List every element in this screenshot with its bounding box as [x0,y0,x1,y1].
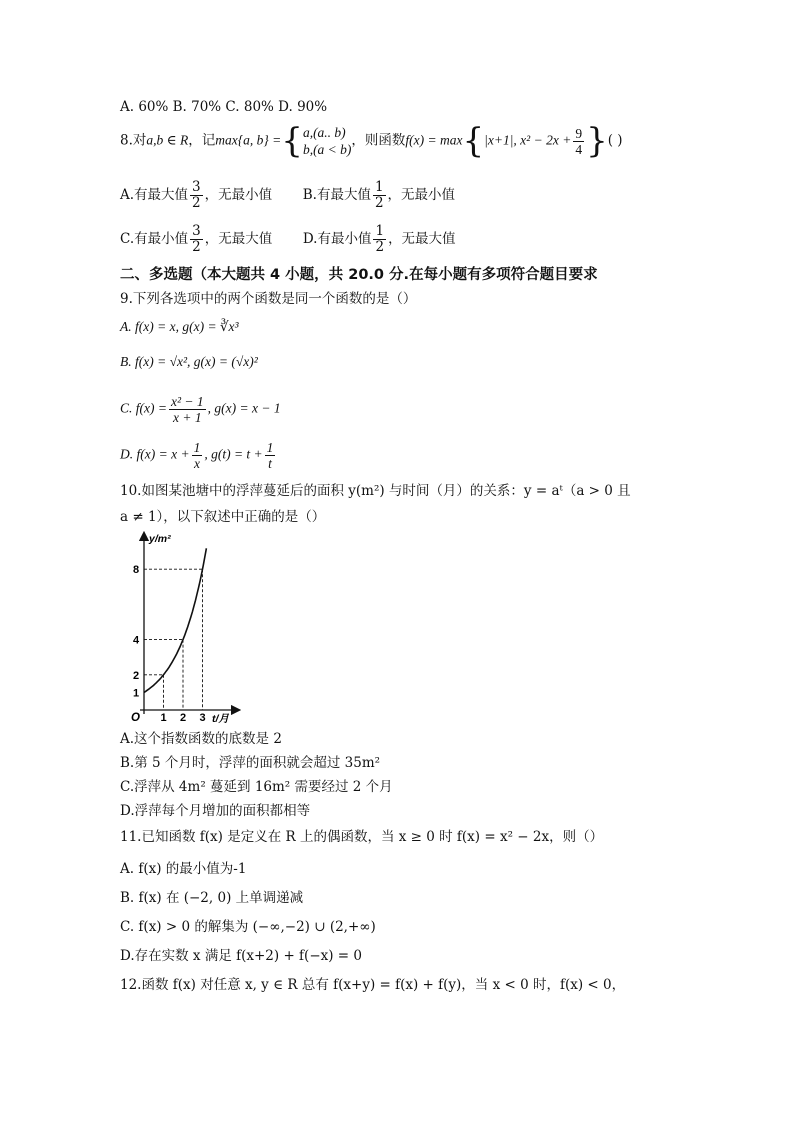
q8-brace3: } [586,121,608,161]
q8-mid2: ，则函数 [351,132,406,149]
q9-c-post: , g(x) = x − 1 [207,400,281,416]
q8-optB-text: B.有最大值 [302,187,371,203]
q9-d-num2: 1 [266,440,274,455]
origin-label: O [131,712,140,724]
q10-figure [118,530,248,725]
q8-options-cd [120,224,456,255]
q8-optC-text: C.有最小值 [120,231,189,247]
q10-stem-line2: a ≠ 1），以下叙述中正确的是（） [120,509,326,525]
q8-optA-tail: ，无最小值 [204,187,273,203]
q8-ab: a,b ∈ R [146,132,189,148]
q8-brace2: { [462,121,485,161]
q8-paren: ( ) [607,132,623,149]
q8-optD-tail: ，无最大值 [388,231,456,247]
q9-d-num1: 1 [193,440,201,455]
q12-stem: 12.函数 f(x) 对任意 x, y ∈ R 总有 f(x+y) = f(x) + f(y)，当 x < 0 时，f(x) < 0， [120,977,626,993]
q8-optB-frac [373,180,386,211]
q8-frac-den: 4 [575,141,583,157]
q9-d-pre: D. f(x) = x + [120,446,190,462]
q9-d-mid: , g(t) = t + [204,446,263,462]
q9-option-b: B. f(x) = √x², g(x) = (√x)² [120,354,258,369]
q8-optC-den: 2 [192,239,201,255]
q10-option-d: D.浮萍每个月增加的面积都相等 [120,803,311,819]
q9-c-frac [169,394,206,425]
q8-optB-num: 1 [374,179,384,195]
y-axis-label: y/m² [149,533,171,545]
q8-optD [302,223,456,255]
q8-case2: b,(a < b) [302,142,352,157]
q7-options: A. 60% B. 70% C. 80% D. 90% [120,99,328,115]
x-tick-label: 1 [160,712,167,724]
q11-option-c: C. f(x) > 0 的解集为 (−∞,−2) ∪ (2,+∞) [120,919,376,935]
y-tick-label: 2 [133,669,140,682]
q8-optB-den: 2 [374,195,384,211]
q10-stem-line1: 10.如图某池塘中的浮萍蔓延后的面积 y(m²) 与时间（月）的关系：y = aᵗ（a > 0 且 [120,483,631,499]
x-axis-label: t/月 [212,713,229,725]
q11-stem: 11.已知函数 f(x) 是定义在 R 上的偶函数，当 x ≥ 0 时 f(x) = x² − 2x，则（） [120,829,604,845]
q8-fx: f(x) = max [405,132,463,148]
q11-option-d: D.存在实数 x 满足 f(x+2) + f(−x) = 0 [120,948,362,964]
q11-option-b: B. f(x) 在 (−2, 0) 上单调递减 [120,890,304,906]
q8-optC-tail: ，无最大值 [204,231,273,247]
q10-option-c: C.浮萍从 4m² 蔓延到 16m² 需要经过 2 个月 [120,779,393,795]
y-tick-label: 8 [133,564,140,577]
q11-option-a: A. f(x) 的最小值为-1 [120,861,247,877]
q8-optC-num: 3 [192,223,201,239]
q9-stem: 9.下列各选项中的两个函数是同一个函数的是（） [120,291,417,307]
q10-option-a: A.这个指数函数的底数是 2 [120,731,282,747]
q8-optB [302,179,456,211]
q9-d-den2: t [268,456,272,471]
q9-option-d [120,440,277,471]
q8-case1: a,(a.. b) [302,125,346,140]
q9-option-c [120,394,281,425]
q9-d-frac2 [265,440,276,471]
y-tick-label: 4 [133,634,140,647]
q8-optA-num: 3 [192,179,201,195]
q8-optD-den: 2 [375,239,385,255]
q8-optA [120,179,273,211]
q8-stem [120,121,623,161]
y-tick-label: 1 [133,687,140,700]
q8-optD-text: D.有最小值 [302,231,372,247]
q8-brace: { [281,121,303,161]
q8-optD-num: 1 [375,223,385,239]
q9-c-num: x² − 1 [170,394,204,409]
section-heading: 二、多选题（本大题共 4 小题，共 20.0 分.在每小题有多项符合题目要求 [120,267,598,283]
q10-option-b: B.第 5 个月时，浮萍的面积就会超过 35m² [120,755,381,771]
q8-maxab: max{a, b} = [215,132,282,148]
q8-frac-num: 9 [575,125,583,141]
q9-d-frac1 [192,440,203,471]
q8-nine-fourths [573,126,584,157]
q8-optC [120,223,273,255]
q8-optA-frac [190,180,203,211]
x-tick-label: 3 [199,712,206,724]
q8-abs: |x+1|, x² − 2x + [484,132,572,148]
q9-c-den: x + 1 [173,410,202,425]
q9-option-a: A. f(x) = x, g(x) = ∛x³ [120,319,239,334]
q8-options-ab [120,180,455,211]
series-curve [144,548,206,692]
q8-mid: ，记 [188,132,216,149]
q9-d-den1: x [193,456,200,471]
x-tick-label: 2 [180,712,187,724]
q8-optC-frac [190,224,203,255]
q8-optB-tail: ，无最小值 [387,187,456,203]
q8-optA-den: 2 [192,195,201,211]
q8-cases [303,124,351,158]
q8-prefix: 8.对 [120,132,147,149]
q9-c-pre: C. f(x) = [120,400,167,416]
guide-lines [144,569,203,710]
q8-optD-frac [373,224,386,255]
q8-optA-text: A.有最大值 [120,187,189,203]
